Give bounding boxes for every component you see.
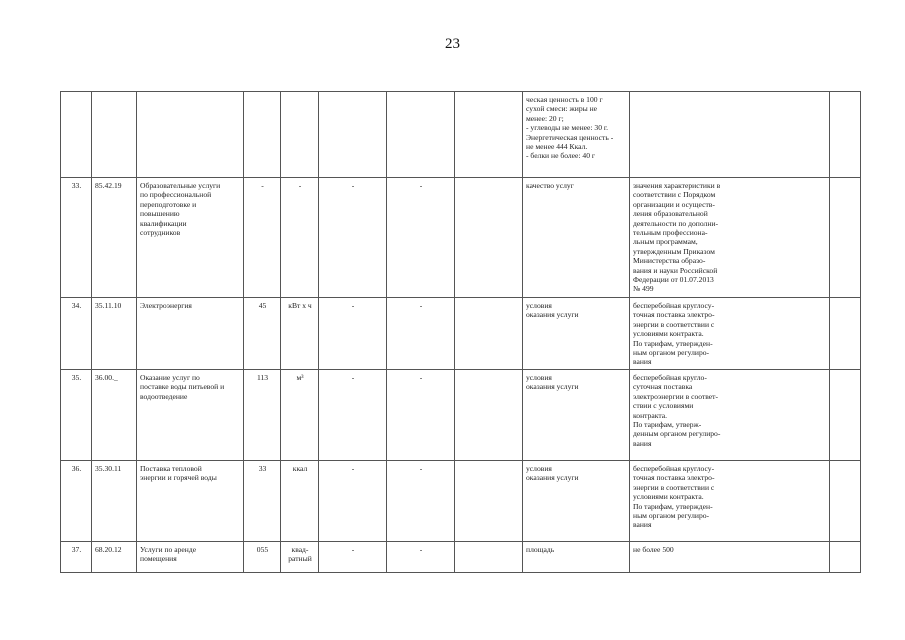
text-line: бесперебойная круглосу- [633, 301, 715, 310]
text-line: Услуги по аренде [140, 545, 197, 554]
characteristic-name-cell [523, 370, 630, 461]
text-line: По тарифам, утвержден- [633, 338, 713, 348]
okpd-code-cell: 35.11.10 [92, 298, 137, 370]
item-name-cell [137, 178, 244, 298]
text-line: вания [633, 520, 652, 530]
column-6-cell: - [319, 298, 387, 370]
text-line: площадь [526, 545, 555, 554]
text-line: значения характеристики в [633, 181, 721, 190]
text-line: не более 500 [633, 545, 674, 554]
text-line: По тарифам, утвержден- [633, 501, 713, 511]
text-line: деятельности по дополни- [633, 218, 718, 228]
text-line: менее: 20 г; [526, 113, 564, 123]
quantity-cell: 055 [244, 542, 281, 573]
text-line: № 499 [633, 284, 654, 294]
characteristic-value-cell [630, 178, 830, 298]
page-number: 23 [445, 36, 460, 52]
text-line: переподготовке и [140, 199, 197, 209]
row-number-cell: 36. [61, 461, 92, 542]
text-line: условия [526, 373, 552, 382]
empty-cell [455, 542, 523, 573]
empty-cell [455, 298, 523, 370]
column-6-cell: - [319, 542, 387, 573]
text-line: вания [633, 357, 652, 367]
text-line: бесперебойная кругло- [633, 373, 707, 382]
table-row [61, 178, 861, 298]
text-line: условиями контракта. [633, 329, 704, 339]
column-7-cell: - [387, 461, 455, 542]
item-name-cell [137, 298, 244, 370]
characteristic-name-cell [523, 298, 630, 370]
text-line: сухой смеси: жиры не [526, 104, 598, 114]
text-line: утвержденным Приказом [633, 246, 715, 256]
table-row-continuation [61, 92, 861, 178]
text-line: бесперебойная круглосу- [633, 464, 715, 473]
text-line: денным органом регулиро- [633, 429, 721, 439]
text-line: Электроэнергия [140, 301, 192, 310]
text-line: качество услуг [526, 181, 574, 190]
text-line: льным программам, [633, 237, 698, 247]
text-line: оказания услуги [526, 310, 579, 320]
text-line: Министерства образо- [633, 256, 706, 266]
text-line: сотрудников [140, 228, 181, 238]
text-line: вания и науки Российской [633, 265, 718, 275]
text-line: Оказание услуг по [140, 373, 200, 382]
empty-cell [455, 178, 523, 298]
text-line: - углеводы не менее: 30 г. [526, 123, 609, 133]
text-line: ным органом регулиро- [633, 348, 710, 358]
unit-cell [281, 370, 319, 461]
text-line: поставке воды питьевой и [140, 382, 225, 392]
text-line: условиями контракта. [633, 492, 704, 502]
text-line: Федерации от 01.07.2013 [633, 275, 714, 285]
text-line: оказания услуги [526, 473, 579, 483]
text-line: условия [526, 464, 552, 473]
column-6-cell: - [319, 370, 387, 461]
empty-cell [830, 461, 861, 542]
text-line: точная поставка электро- [633, 473, 715, 483]
text-line: вания [633, 438, 652, 448]
row-number-cell: 33. [61, 178, 92, 298]
text-line: ствии с условиями [633, 401, 694, 411]
empty-cell [455, 461, 523, 542]
text-line: - белки не более: 40 г [526, 151, 596, 161]
procurement-table [60, 91, 861, 573]
empty-cell [830, 542, 861, 573]
text-line: оказания услуги [526, 382, 579, 392]
column-7-cell: - [387, 178, 455, 298]
text-line: кВт х ч [288, 301, 312, 310]
characteristic-name-cell [523, 178, 630, 298]
text-line: по профессиональной [140, 190, 212, 200]
text-line: повышению [140, 209, 180, 219]
column-6-cell: - [319, 178, 387, 298]
text-line: водоотведение [140, 391, 188, 401]
okpd-code-cell: 85.42.19 [92, 178, 137, 298]
text-line: энергии в соответствии с [633, 482, 715, 492]
text-line: условия [526, 301, 552, 310]
item-name-cell [137, 461, 244, 542]
text-line: тельным профессиона- [633, 228, 708, 238]
item-name-cell [137, 370, 244, 461]
column-6-cell: - [319, 461, 387, 542]
text-line: ления образовательной [633, 209, 708, 219]
text-line: м³ [296, 373, 304, 382]
text-line: ккал [292, 464, 308, 473]
empty-cell [830, 370, 861, 461]
text-line: контракта. [633, 410, 668, 420]
row-number-cell: 37. [61, 542, 92, 573]
quantity-cell: 33 [244, 461, 281, 542]
column-7-cell: - [387, 542, 455, 573]
unit-cell [281, 298, 319, 370]
column-7-cell: - [387, 370, 455, 461]
table-row [61, 370, 861, 461]
text-line: не менее 444 Ккал. [526, 142, 588, 152]
text-line: электроэнергии в соответ- [633, 391, 719, 401]
row-number-cell: 34. [61, 298, 92, 370]
characteristic-value-cell [630, 370, 830, 461]
text-line: По тарифам, утверж- [633, 420, 702, 430]
text-line: суточная поставка [633, 382, 693, 392]
okpd-code-cell: 68.20.12 [92, 542, 137, 573]
text-line: Энергетическая ценность - [526, 132, 614, 142]
text-line: ратный [288, 554, 312, 564]
empty-cell [455, 370, 523, 461]
empty-cell [830, 178, 861, 298]
text-line: ческая ценность в 100 г [526, 95, 603, 104]
row-number-cell: 35. [61, 370, 92, 461]
column-7-cell: - [387, 298, 455, 370]
text-line: помещения [140, 554, 177, 564]
quantity-cell: 113 [244, 370, 281, 461]
unit-cell [281, 542, 319, 573]
empty-cell [830, 298, 861, 370]
text-line: энергии и горячей воды [140, 473, 217, 483]
text-line: точная поставка электро- [633, 310, 715, 320]
text-line: Образовательные услуги [140, 181, 221, 190]
characteristic-value-cell [630, 298, 830, 370]
quantity-cell: 45 [244, 298, 281, 370]
characteristic-value-cell [630, 461, 830, 542]
okpd-code-cell: 35.30.11 [92, 461, 137, 542]
text-line: энергии в соответствии с [633, 319, 715, 329]
table-row [61, 542, 861, 573]
characteristic-name-cell [523, 461, 630, 542]
table-row [61, 298, 861, 370]
unit-cell [281, 461, 319, 542]
text-line: соответствии с Порядком [633, 190, 716, 200]
quantity-cell: - [244, 178, 281, 298]
okpd-code-cell: 36.00._ [92, 370, 137, 461]
unit-cell [281, 178, 319, 298]
text-line: квалификации [140, 218, 187, 228]
text-line: квад- [291, 545, 309, 554]
text-line: ным органом регулиро- [633, 511, 710, 521]
characteristic-name-cell [523, 542, 630, 573]
text-line: - [298, 181, 302, 190]
text-line: Поставка тепловой [140, 464, 202, 473]
table-row [61, 461, 861, 542]
characteristic-value-cell [523, 92, 630, 178]
characteristic-value-cell [630, 542, 830, 573]
text-line: организации и осуществ- [633, 199, 715, 209]
item-name-cell [137, 542, 244, 573]
